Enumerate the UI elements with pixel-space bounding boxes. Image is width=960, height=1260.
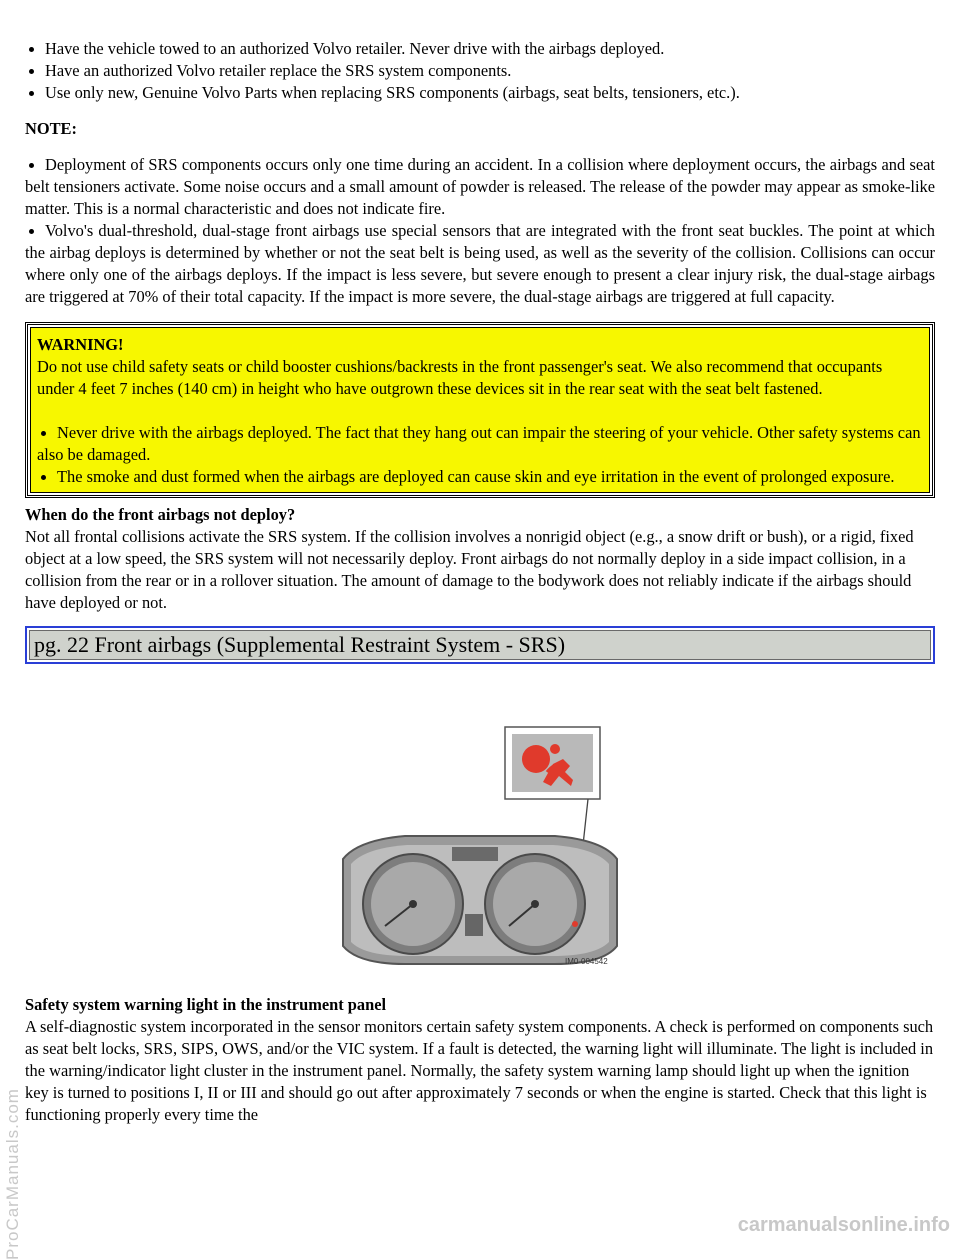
instrument-cluster-illustration [25,664,935,994]
warning-box [25,322,935,498]
warning-bullet-1-text: Never drive with the airbags deployed. The fact that they hang out can impair the steering of your vehicle. Other safety systems can also be damaged. [37,423,921,464]
bullet-dot [29,229,34,234]
bullet-dot [41,431,46,436]
side-watermark: ProCarManuals.com [3,1088,22,1260]
warning-bullet-1 [37,422,923,466]
front-airbags-body: Not all frontal collisions activate the SRS system. If the collision involves a nonrigid object (e.g., a snow drift or bush), or a rigid, fixed object at a low speed, the SRS system will not necessarily deploy. Front airbags do not normally deploy in a side impact collision, in a collision from the rear or in a rollover situation. The amount of damage to the bodywork does not reliably indicate if the airbags should have deployed or not. [25,527,914,612]
page-section-header [25,626,935,664]
figure-code: IM0-004542 [565,957,608,966]
intro-bullet-1: Have the vehicle towed to an authorized Volvo retailer. Never drive with the airbags deployed. [25,38,935,60]
bullet-dot [29,163,34,168]
instrument-panel-figure [25,664,935,994]
warning-body: Do not use child safety seats or child booster cushions/backrests in the front passenger's seat. We also recommend that occupants under 4 feet 7 inches (140 cm) in height who have outgrown these devices sit in the rear seat with the seat belt fastened. [37,357,883,398]
footer-watermark: carmanualsonline.info [737,1214,950,1236]
warning-title: WARNING! [37,335,124,354]
note-paragraph-2-text: Volvo's dual-threshold, dual-stage front airbags use special sensors that are integrated with the front seat buckles. The point at which the airbag deploys is determined by whether or not the seat belt is being used, as well as the severity of the collision. Collisions can occur where only one of the airbags deploys. If the impact is less severe, but severe enough to present a clear injury risk, the dual-stage airbags are triggered at 70% of their total capacity. If the impact is more severe, the dual-stage airbags are triggered at full capacity. [25,221,935,306]
note-paragraph-1 [25,154,935,220]
warning-light-indicator [572,921,578,927]
bullet-dot [41,475,46,480]
manual-page [25,38,935,1126]
intro-bullet-3: Use only new, Genuine Volvo Parts when replacing SRS components (airbags, seat belts, tensioners, etc.). [25,82,935,104]
note-paragraph-1-text: Deployment of SRS components occurs only one time during an accident. In a collision where deployment occurs, the airbags and seat belt tensioners activate. Some noise occurs and a small amount of powder is released. The release of the powder may appear as smoke-like matter. This is a normal characteristic and does not indicate fire. [25,155,935,218]
note-heading: NOTE: [25,119,77,138]
safety-light-body: A self-diagnostic system incorporated in the sensor monitors certain safety system components. A check is performed on components such as seat belt locks, SRS, SIPS, OWS, and/or the VIC system. If a fault is detected, the warning light will illuminate. The light is included in the warning/indicator light cluster in the instrument panel. Normally, the safety system warning lamp should light up when the ignition key is turned to positions I, II or III and should go out after approximately 7 seconds or when the engine is started. Check that this light is functioning properly every time the [25,1017,934,1124]
page-section-header-text: pg. 22 Front airbags (Supplemental Restraint System - SRS) [29,630,931,660]
center-indicator [465,914,483,936]
warning-bullet-2-text: The smoke and dust formed when the airbags are deployed can cause skin and eye irritation in the event of prolonged exposure. [57,467,895,486]
intro-bullet-list [25,38,935,104]
note-paragraph-2 [25,220,935,308]
intro-bullet-2: Have an authorized Volvo retailer replace the SRS system components. [25,60,935,82]
center-display [452,847,498,861]
speedometer-gauge [363,854,463,954]
front-airbags-heading: When do the front airbags not deploy? [25,505,296,524]
warning-bullet-2 [37,466,923,488]
safety-light-heading: Safety system warning light in the instrument panel [25,995,387,1014]
tachometer-gauge [485,854,585,954]
